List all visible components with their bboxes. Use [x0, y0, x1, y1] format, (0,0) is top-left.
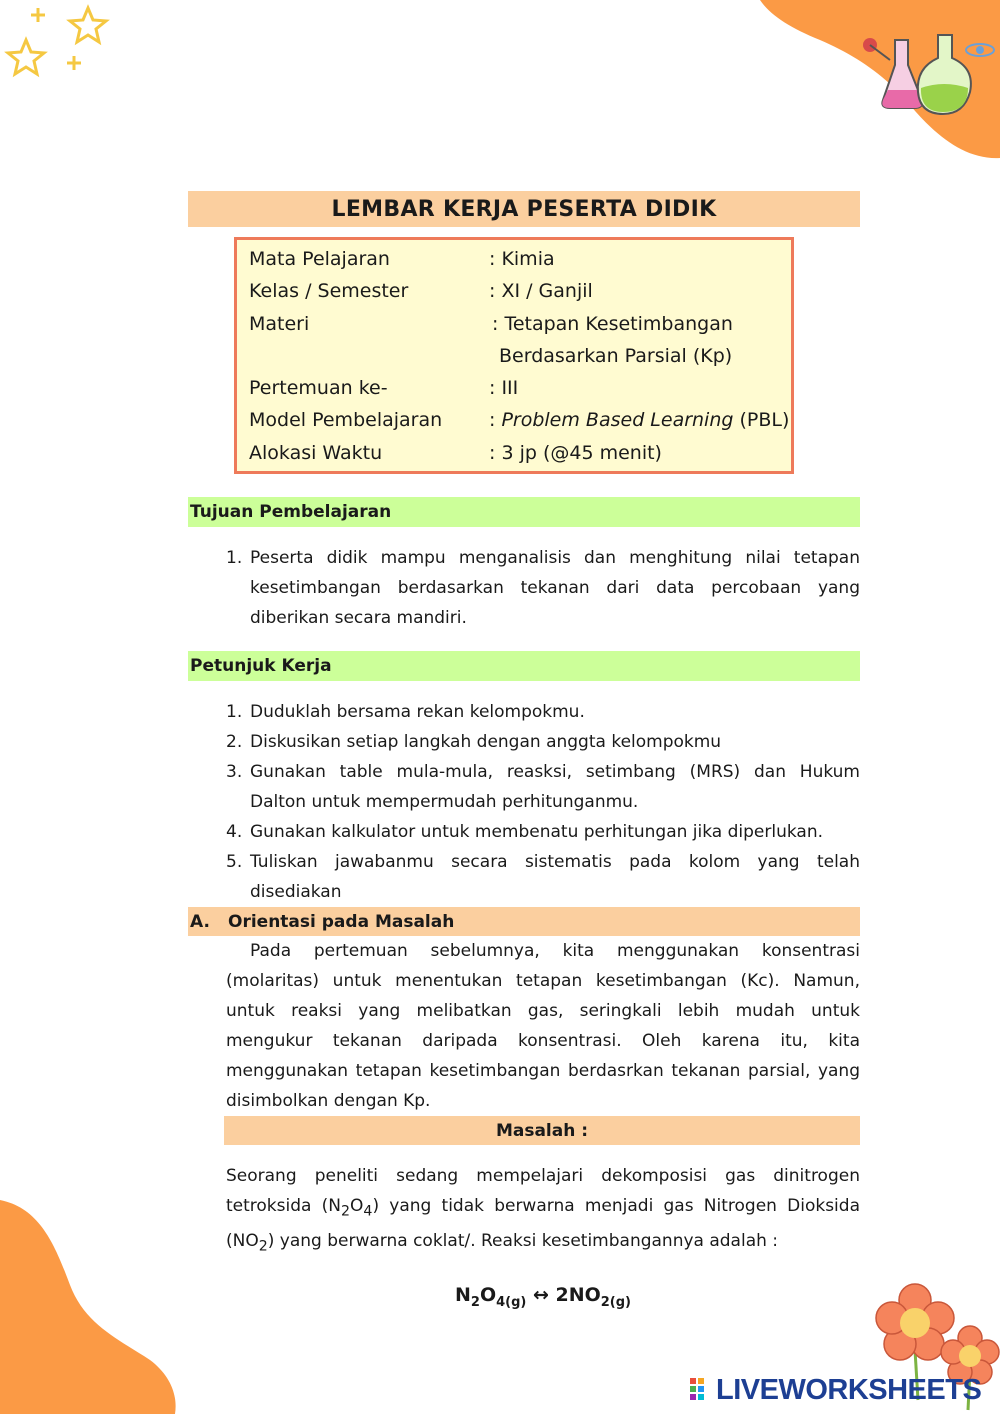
- list-number: 2.: [226, 732, 243, 752]
- worksheet: [188, 191, 860, 1310]
- info-value: : Tetapan Kesetimbangan: [492, 312, 733, 335]
- info-value-prefix: :: [489, 409, 502, 432]
- logo-text: LIVEWORKSHEETS: [716, 1374, 982, 1406]
- info-row-time: [249, 442, 791, 474]
- list-item: [226, 757, 860, 817]
- list-item: [226, 817, 860, 847]
- chemistry-flask-icon: [850, 10, 1000, 120]
- info-row-meeting: [249, 377, 791, 409]
- eq-subscript: 2(g): [600, 1294, 631, 1310]
- list-number: 3.: [226, 762, 243, 782]
- text-part: Seorang peneliti sedang mempelajari dekomposisi gas dinitrogen tetroksida (N: [226, 1166, 860, 1216]
- info-value-continuation: Berdasarkan Parsial (Kp): [499, 344, 733, 367]
- info-row-material: [249, 313, 791, 345]
- list-number: 4.: [226, 822, 243, 842]
- equilibrium-arrow-icon: ↔: [526, 1283, 556, 1306]
- info-value: : III: [489, 377, 519, 400]
- reaction-equation: [226, 1284, 860, 1310]
- info-row-material-cont: [249, 345, 791, 377]
- eq-part: N: [454, 1283, 471, 1306]
- info-value: : 3 jp (@45 menit): [489, 441, 662, 464]
- info-label: Model Pembelajaran: [249, 409, 443, 432]
- paragraph-text: Pada pertemuan sebelumnya, kita menggunakan konsentrasi (molaritas) untuk menentukan tetapan kesetimbangan (Kc). Namun, untuk reaksi yang melibatkan gas, seringkali lebih mudah untuk mengukur tekanan daripada konsentrasi. Oleh karena itu, kita menggunakan tetapan kesetimbangan berdasrkan tekanan parsial, yang disimbolkan dengan Kp.: [226, 941, 860, 1111]
- eq-subscript: 4(g): [496, 1294, 527, 1310]
- list-number: 1.: [226, 702, 243, 722]
- info-row-subject: [249, 248, 791, 280]
- liveworksheets-logo-icon: [690, 1378, 712, 1404]
- text-part: O: [350, 1196, 364, 1216]
- info-label: Alokasi Waktu: [249, 441, 383, 464]
- info-row-model: [249, 409, 791, 441]
- section-heading-masalah: Masalah :: [224, 1116, 860, 1145]
- section-letter: A.: [190, 911, 210, 932]
- list-item: [226, 727, 860, 757]
- info-value-suffix: (PBL): [733, 409, 790, 432]
- subscript: 4: [363, 1203, 373, 1220]
- info-label: Materi: [249, 312, 310, 335]
- subscript: 2: [341, 1203, 351, 1220]
- bottom-left-blob: [0, 1200, 180, 1414]
- list-text: Gunakan table mula-mula, reasksi, setimbang (MRS) dan Hukum Dalton untuk mempermudah perhitunganmu.: [250, 762, 860, 812]
- subscript: 2: [258, 1238, 268, 1255]
- eq-part: 2NO: [555, 1283, 601, 1306]
- info-value: : Kimia: [489, 248, 555, 270]
- eq-part: O: [479, 1283, 497, 1306]
- list-text: Duduklah bersama rekan kelompokmu.: [250, 702, 585, 722]
- info-value: : XI / Ganjil: [489, 280, 593, 303]
- liveworksheets-logo: [690, 1374, 981, 1407]
- list-text: Peserta didik mampu menganalisis dan menghitung nilai tetapan kesetimbangan berdasarkan tekanan dari data percobaan yang diberikan secara mandiri.: [250, 548, 860, 628]
- info-value: [489, 409, 789, 431]
- tujuan-list: [188, 543, 860, 633]
- section-heading-petunjuk: Petunjuk Kerja: [188, 651, 860, 681]
- eq-subscript: 2: [470, 1294, 480, 1310]
- info-row-class: [249, 280, 791, 312]
- list-number: 5.: [226, 852, 243, 872]
- text-part: ) yang tidak berwarna menjadi gas Nitrogen Dioksida (NO: [226, 1196, 860, 1252]
- info-label: Pertemuan ke-: [249, 377, 388, 400]
- section-heading-tujuan: Tujuan Pembelajaran: [188, 497, 860, 527]
- page-title: LEMBAR KERJA PESERTA DIDIK: [188, 191, 860, 227]
- section-heading-orientasi: [188, 907, 860, 936]
- list-item: [226, 697, 860, 727]
- list-text: Tuliskan jawabanmu secara sistematis pada kolom yang telah disediakan: [250, 852, 860, 902]
- info-value-italic: Problem Based Learning: [501, 409, 734, 432]
- list-item: [226, 543, 860, 633]
- info-box: [234, 237, 794, 474]
- section-title: Orientasi pada Masalah: [228, 911, 455, 932]
- petunjuk-list: [188, 697, 860, 907]
- text-part: ) yang berwarna coklat/. Reaksi kesetimbangannya adalah :: [267, 1231, 779, 1252]
- list-number: 1.: [226, 548, 243, 568]
- list-item: [226, 847, 860, 907]
- masalah-paragraph: [226, 1161, 860, 1262]
- list-text: Gunakan kalkulator untuk membenatu perhitungan jika diperlukan.: [250, 822, 824, 842]
- stars-icon: [0, 0, 120, 90]
- list-text: Diskusikan setiap langkah dengan anggta kelompokmu: [250, 732, 722, 752]
- info-label: Mata Pelajaran: [249, 248, 390, 270]
- orientasi-paragraph: [226, 936, 860, 1116]
- info-label: Kelas / Semester: [249, 280, 409, 303]
